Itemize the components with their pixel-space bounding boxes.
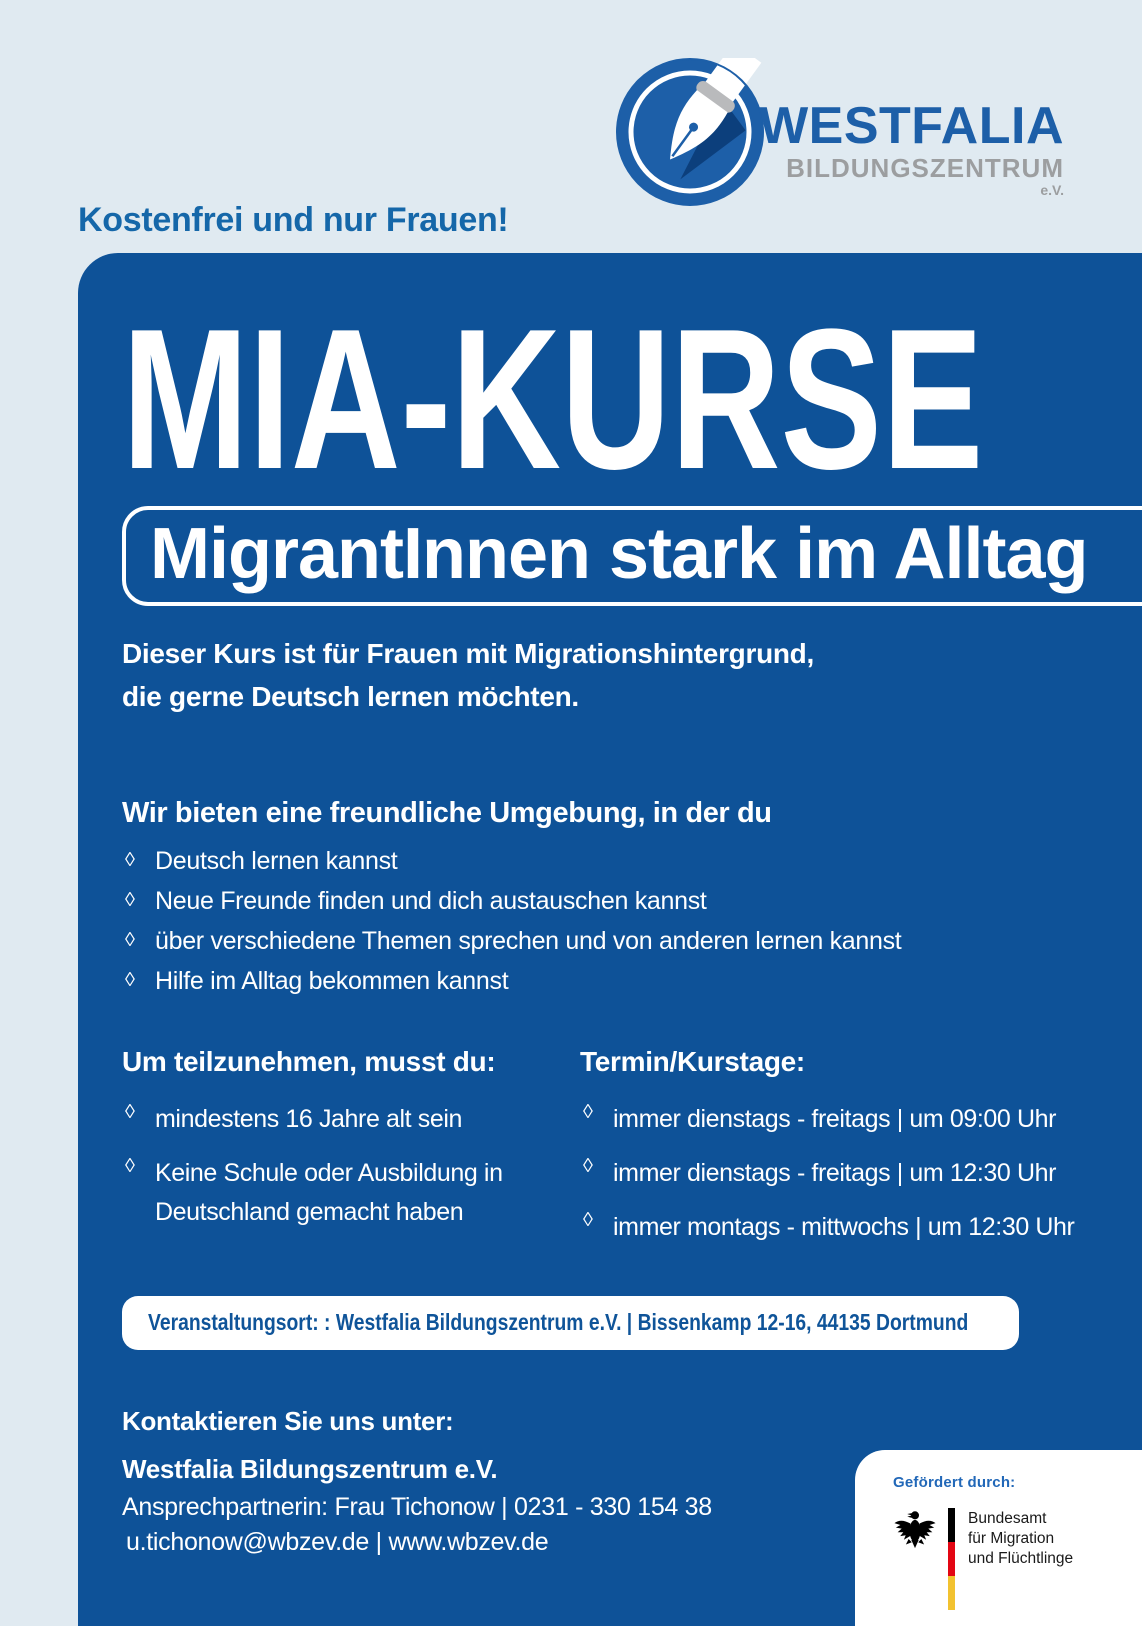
diamond-bullet-icon: ◊ xyxy=(125,928,135,951)
pen-nib-logo-icon xyxy=(616,58,764,206)
requirement-item-text: mindestens 16 Jahre alt sein xyxy=(155,1104,463,1133)
brand-suffix: e.V. xyxy=(1040,182,1064,198)
list-item xyxy=(580,1100,1142,1139)
list-item xyxy=(122,928,1142,954)
list-item xyxy=(580,1154,1142,1193)
free-banner: Kostenfrei und nur Frauen! xyxy=(78,201,509,239)
main-panel xyxy=(78,253,1142,1626)
schedule-item-text: immer dienstags - freitags | um 12:30 Uhr xyxy=(613,1158,1057,1187)
flag-red-segment xyxy=(948,1542,955,1576)
venue-pill xyxy=(122,1296,1019,1350)
offer-heading: Wir bieten eine freundliche Umgebung, in der du xyxy=(122,796,772,829)
intro-paragraph xyxy=(122,632,1142,719)
diamond-bullet-icon: ◊ xyxy=(125,968,135,991)
diamond-bullet-icon: ◊ xyxy=(583,1208,593,1231)
list-item xyxy=(580,1208,1142,1247)
list-item xyxy=(122,888,1142,914)
agency-line-3: und Flüchtlinge xyxy=(968,1550,1074,1568)
diamond-bullet-icon: ◊ xyxy=(125,1100,135,1123)
contact-org: Westfalia Bildungszentrum e.V. xyxy=(122,1453,498,1484)
schedule-list xyxy=(580,1100,1142,1247)
offer-list xyxy=(122,848,1142,994)
contact-heading: Kontaktieren Sie uns unter: xyxy=(122,1405,454,1436)
funding-label: Gefördert durch: xyxy=(893,1474,1016,1491)
brand-wordmark xyxy=(759,97,1064,198)
federal-eagle-icon xyxy=(893,1508,937,1550)
brand-logo xyxy=(616,58,1064,210)
requirements-column xyxy=(122,1046,580,1262)
diamond-bullet-icon: ◊ xyxy=(125,1154,135,1177)
brand-name: WESTFALIA xyxy=(759,97,1064,155)
bamf-logo xyxy=(893,1508,1142,1610)
schedule-heading: Termin/Kurstage: xyxy=(580,1045,805,1077)
schedule-column xyxy=(580,1046,1142,1262)
funding-box xyxy=(855,1450,1142,1626)
subtitle-box xyxy=(122,506,1142,606)
schedule-item-text: immer montags - mittwochs | um 12:30 Uhr xyxy=(613,1212,1075,1241)
contact-links: u.tichonow@wbzev.de | www.wbzev.de xyxy=(126,1527,549,1556)
requirement-item-text: Keine Schule oder Ausbildung in Deutschland gemacht haben xyxy=(155,1158,503,1226)
brand-subname: BILDUNGSZENTRUM xyxy=(786,153,1064,183)
requirements-heading: Um teilzunehmen, musst du: xyxy=(122,1045,496,1077)
diamond-bullet-icon: ◊ xyxy=(583,1100,593,1123)
venue-text: Veranstaltungsort: : Westfalia Bildungszentrum e.V. | Bissenkamp 12-16, 44135 Dortmund xyxy=(148,1309,969,1336)
offer-item-text: Hilfe im Alltag bekommen kannst xyxy=(155,966,509,995)
offer-item-text: Neue Freunde finden und dich austauschen kannst xyxy=(155,886,707,915)
funding-agency-name xyxy=(968,1508,1073,1569)
list-item xyxy=(122,1100,580,1139)
list-item xyxy=(122,1154,580,1232)
diamond-bullet-icon: ◊ xyxy=(125,888,135,911)
contact-person: Ansprechpartnerin: Frau Tichonow | 0231 - 330 154 38 xyxy=(122,1492,712,1521)
page-title: MIA-KURSE xyxy=(122,288,984,511)
flag-gold-segment xyxy=(948,1576,955,1610)
schedule-item-text: immer dienstags - freitags | um 09:00 Uhr xyxy=(613,1104,1057,1133)
flag-stripe-icon xyxy=(948,1508,955,1610)
agency-line-1: Bundesamt xyxy=(968,1510,1047,1527)
intro-line-2: die gerne Deutsch lernen möchten. xyxy=(122,681,579,713)
diamond-bullet-icon: ◊ xyxy=(583,1154,593,1177)
list-item xyxy=(122,968,1142,994)
offer-item-text: über verschiedene Themen sprechen und von anderen lernen kannst xyxy=(155,926,902,955)
two-column-section xyxy=(122,1046,1142,1262)
flag-black-segment xyxy=(948,1508,955,1542)
offer-item-text: Deutsch lernen kannst xyxy=(155,846,398,875)
intro-line-1: Dieser Kurs ist für Frauen mit Migrationshintergrund, xyxy=(122,638,814,669)
diamond-bullet-icon: ◊ xyxy=(125,848,135,871)
subtitle-text: MigrantInnen stark im Alltag xyxy=(150,514,1088,594)
agency-line-2: für Migration xyxy=(968,1530,1055,1548)
requirements-list xyxy=(122,1100,580,1232)
list-item xyxy=(122,848,1142,874)
